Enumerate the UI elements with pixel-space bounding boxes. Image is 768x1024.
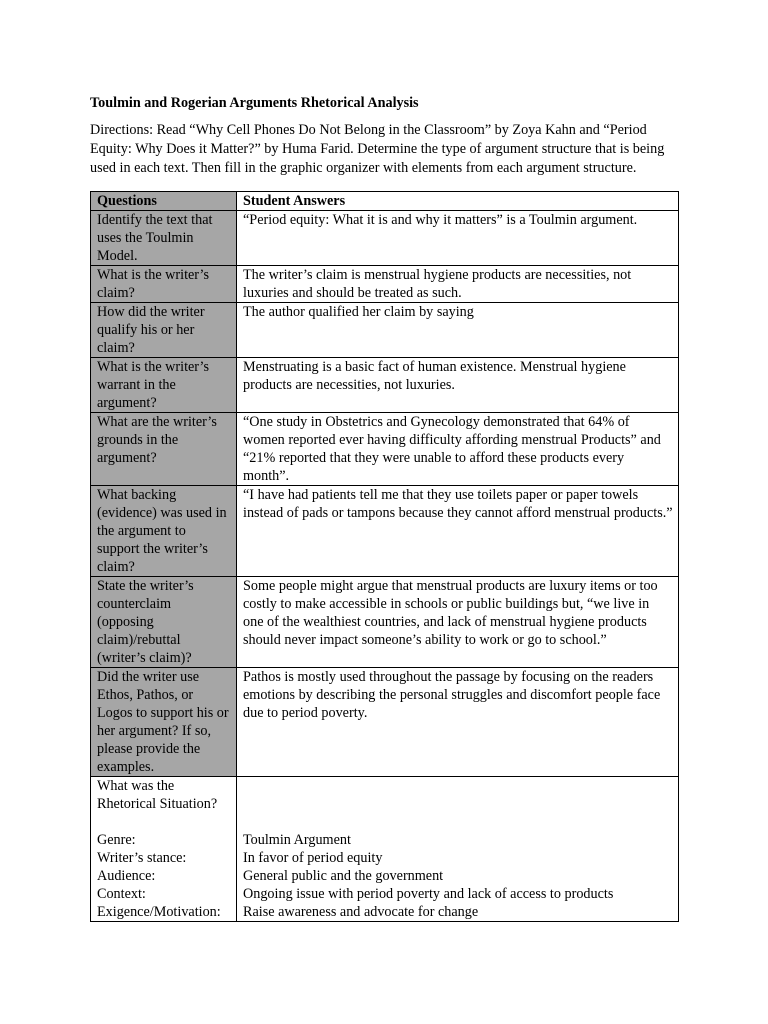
rhetorical-situation-answer-cell — [237, 776, 679, 921]
rhetorical-situation-question: What was the Rhetorical Situation? — [97, 777, 218, 812]
situation-label-stance: Writer’s stance: — [97, 849, 187, 866]
table-row — [91, 265, 679, 302]
spacer — [243, 777, 673, 795]
situation-label-audience: Audience: — [97, 867, 156, 884]
situation-value-genre: Toulmin Argument — [243, 831, 351, 848]
table-row — [91, 485, 679, 576]
student-answers-header: Student Answers — [237, 191, 679, 210]
answer-cell: “I have had patients tell me that they use toilets paper or paper towels instead of pads or tampons because they cannot afford menstrual products.” — [237, 485, 679, 576]
table-row — [91, 667, 679, 776]
document-page — [90, 94, 680, 922]
question-cell: What is the writer’s warrant in the argument? — [91, 357, 237, 412]
answer-cell: Menstruating is a basic fact of human existence. Menstrual hygiene products are necessities, not luxuries. — [237, 357, 679, 412]
answer-cell: “Period equity: What it is and why it matters” is a Toulmin argument. — [237, 210, 679, 265]
answer-cell: The author qualified her claim by saying — [237, 302, 679, 357]
table-row — [91, 302, 679, 357]
directions-paragraph: Directions: Read “Why Cell Phones Do Not Belong in the Classroom” by Zoya Kahn and “Period Equity: Why Does it Matter?” by Huma Farid. Determine the type of argument structure that is being used in each text. Then fill in the graphic organizer with elements from each argument structure. — [90, 122, 665, 177]
table-row — [91, 210, 679, 265]
question-cell: Did the writer use Ethos, Pathos, or Logos to support his or her argument? If so, please provide the examples. — [91, 667, 237, 776]
document-title: Toulmin and Rogerian Arguments Rhetorical Analysis — [90, 95, 419, 111]
graphic-organizer-table — [90, 191, 679, 922]
table-header-row — [91, 191, 679, 210]
table-row — [91, 412, 679, 485]
situation-label-genre: Genre: — [97, 831, 136, 848]
situation-value-exigence: Raise awareness and advocate for change — [243, 903, 479, 920]
situation-value-context: Ongoing issue with period poverty and lack of access to products — [243, 885, 614, 902]
question-cell: What are the writer’s grounds in the argument? — [91, 412, 237, 485]
situation-value-stance: In favor of period equity — [243, 849, 383, 866]
situation-value-audience: General public and the government — [243, 867, 444, 884]
answer-cell: Pathos is mostly used throughout the passage by focusing on the readers emotions by describing the personal struggles and discomfort people face due to period poverty. — [237, 667, 679, 776]
answer-cell: Some people might argue that menstrual products are luxury items or too costly to make accessible in schools or public buildings but, “we live in one of the wealthiest countries, and lack of menstrual hygiene products should never impact someone’s ability to work or go to school.” — [237, 576, 679, 667]
question-cell: Identify the text that uses the Toulmin Model. — [91, 210, 237, 265]
question-cell: How did the writer qualify his or her claim? — [91, 302, 237, 357]
spacer — [243, 795, 673, 813]
table-row — [91, 357, 679, 412]
situation-label-context: Context: — [97, 885, 146, 902]
situation-label-exigence: Exigence/Motivation: — [97, 903, 221, 920]
answer-cell: The writer’s claim is menstrual hygiene products are necessities, not luxuries and should be treated as such. — [237, 265, 679, 302]
spacer — [243, 813, 673, 831]
rhetorical-situation-question-cell — [91, 776, 237, 921]
questions-header: Questions — [91, 191, 237, 210]
question-cell: What is the writer’s claim? — [91, 265, 237, 302]
spacer — [97, 813, 231, 831]
table-row — [91, 576, 679, 667]
question-cell: What backing (evidence) was used in the argument to support the writer’s claim? — [91, 485, 237, 576]
rhetorical-situation-row — [91, 776, 679, 921]
answer-cell: “One study in Obstetrics and Gynecology demonstrated that 64% of women reported ever having difficulty affording menstrual Products” and “21% reported that they were unable to afford these products every month”. — [237, 412, 679, 485]
question-cell: State the writer’s counterclaim (opposing claim)/rebuttal (writer’s claim)? — [91, 576, 237, 667]
